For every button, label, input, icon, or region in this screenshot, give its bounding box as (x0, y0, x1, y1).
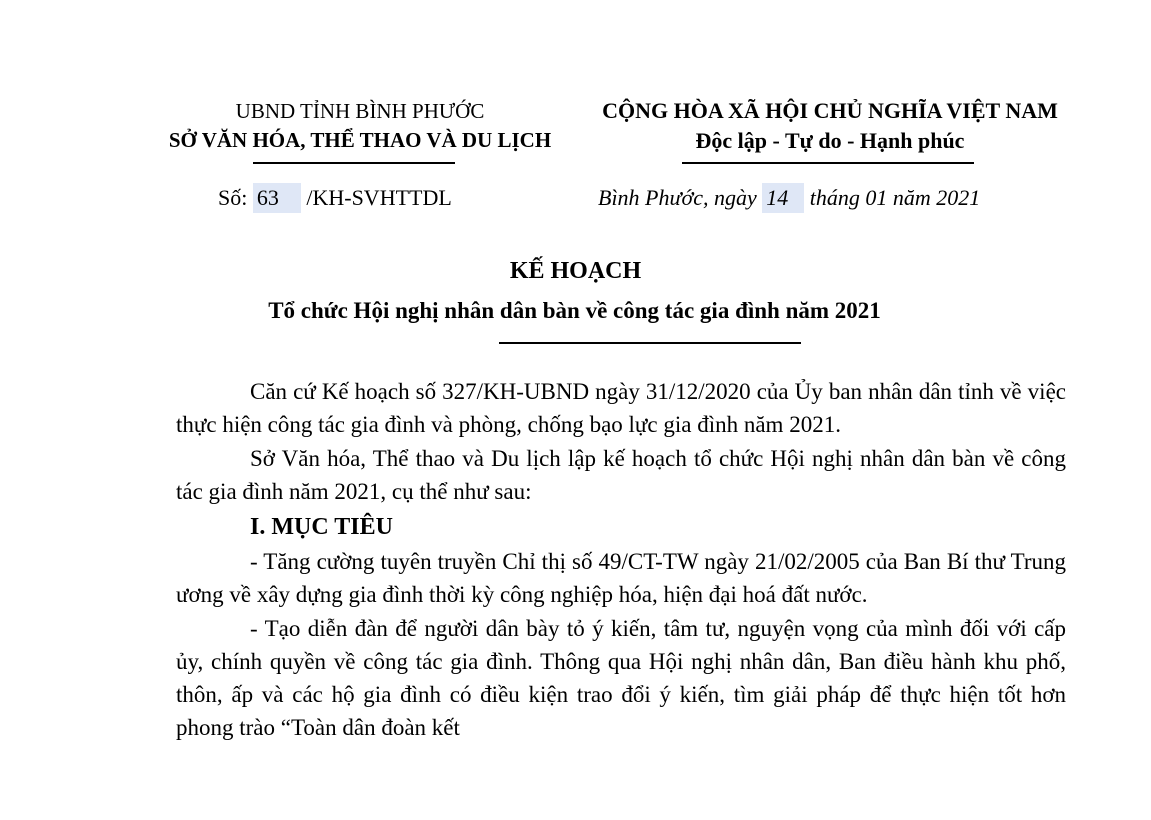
paragraph-objective-2: - Tạo diễn đàn để người dân bày tỏ ý kiến, tâm tư, nguyện vọng của mình đối với cấp ủy, chính quyền về công tác gia đình. Thông qua Hội nghị nhân dân, Ban điều hành khu phố, thôn, ấp và các hộ gia đình có điều kiện trao đổi ý kiến, tìm giải pháp để thực hiện tốt hơn phong trào “Toàn dân đoàn kết (176, 616, 1066, 740)
title-underline (499, 342, 801, 344)
nation-title: CỘNG HÒA XÃ HỘI CHỦ NGHĨA VIỆT NAM (602, 98, 1058, 123)
paragraph-intro: Sở Văn hóa, Thể thao và Du lịch lập kế hoạch tổ chức Hội nghị nhân dân bàn về công tác gia đình năm 2021, cụ thể như sau: (176, 446, 1066, 504)
date-prefix: Bình Phước, ngày (598, 185, 757, 210)
date-rest: tháng 01 năm 2021 (809, 185, 981, 210)
motto-underline (682, 162, 974, 164)
document-number-label: Số: (218, 185, 248, 210)
agency-name: SỞ VĂN HÓA, THỂ THAO VÀ DU LỊCH (168, 128, 552, 152)
agency-underline (253, 162, 455, 164)
document-subject: Tổ chức Hội nghị nhân dân bàn về công tác gia đình năm 2021 (268, 298, 881, 323)
paragraph-objective-1: - Tăng cường tuyên truyền Chỉ thị số 49/CT-TW ngày 21/02/2005 của Ban Bí thư Trung ương về xây dựng gia đình thời kỳ công nghiệp hóa, hiện đại hoá đất nước. (176, 549, 1066, 607)
document-number-field[interactable]: 63 (253, 183, 301, 213)
document-number-suffix: /KH-SVHTTDL (306, 185, 452, 210)
national-motto: Độc lập - Tự do - Hạnh phúc (695, 128, 965, 153)
date-day-field[interactable]: 14 (762, 183, 804, 213)
paragraph-legal-basis: Căn cứ Kế hoạch số 327/KH-UBND ngày 31/12/2020 của Ủy ban nhân dân tỉnh về việc thực hiện công tác gia đình và phòng, chống bạo lực gia đình năm 2021. (176, 379, 1066, 437)
agency-parent: UBND TỈNH BÌNH PHƯỚC (235, 99, 485, 123)
document-number-line (218, 183, 452, 213)
document-date-line (598, 183, 980, 213)
section-heading-objectives: I. MỤC TIÊU (250, 514, 393, 540)
document-body (176, 375, 1066, 745)
document-type-heading: KẾ HOẠCH (509, 258, 642, 284)
